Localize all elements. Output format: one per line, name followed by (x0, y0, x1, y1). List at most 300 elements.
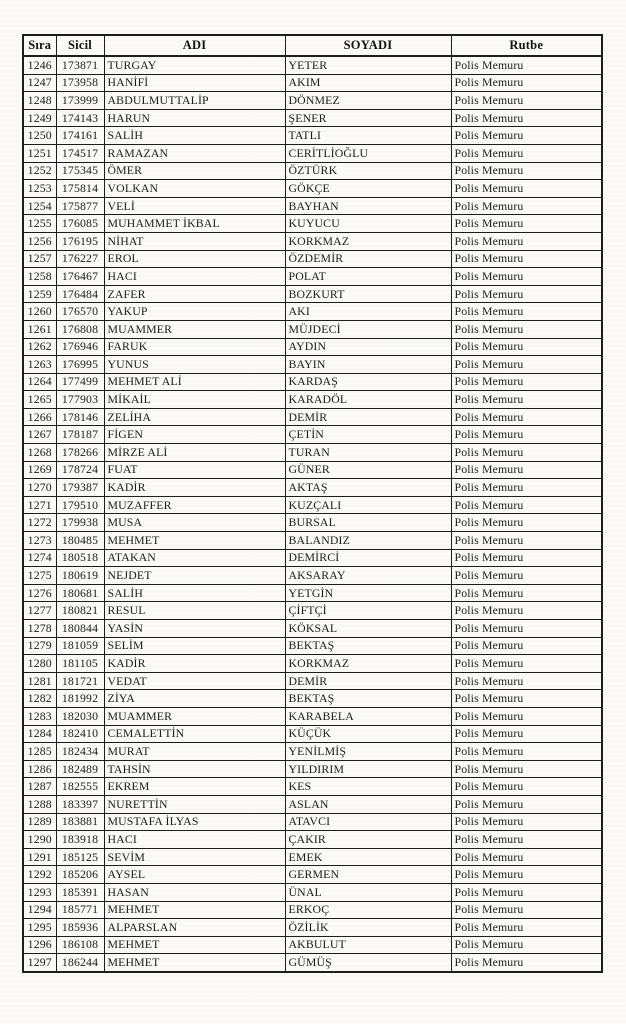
sira-cell: 1280 (23, 655, 56, 673)
sira-cell: 1271 (23, 496, 56, 514)
adi-cell: MUAMMER (104, 707, 285, 725)
column-header-rutbe: Rutbe (451, 35, 602, 56)
sicil-cell: 176484 (56, 285, 104, 303)
table-row (23, 778, 602, 796)
rutbe-cell: Polis Memuru (451, 549, 602, 567)
adi-cell: HANİFİ (104, 74, 285, 92)
soyadi-cell: AKSARAY (285, 567, 451, 585)
adi-cell: KADİR (104, 655, 285, 673)
sicil-cell: 179510 (56, 496, 104, 514)
table-row (23, 919, 602, 937)
soyadi-cell: ERKOÇ (285, 901, 451, 919)
soyadi-cell: YETGİN (285, 584, 451, 602)
table-row (23, 180, 602, 198)
sicil-cell: 178724 (56, 461, 104, 479)
soyadi-cell: BEKTAŞ (285, 690, 451, 708)
rutbe-cell: Polis Memuru (451, 936, 602, 954)
adi-cell: MİRZE ALİ (104, 444, 285, 462)
table-row (23, 672, 602, 690)
sira-cell: 1259 (23, 285, 56, 303)
table-row (23, 707, 602, 725)
table-row (23, 602, 602, 620)
sicil-cell: 176085 (56, 215, 104, 233)
rutbe-cell: Polis Memuru (451, 883, 602, 901)
sicil-cell: 175345 (56, 162, 104, 180)
sicil-cell: 180518 (56, 549, 104, 567)
sicil-cell: 176570 (56, 303, 104, 321)
soyadi-cell: POLAT (285, 268, 451, 286)
table-row (23, 162, 602, 180)
sicil-cell: 182434 (56, 743, 104, 761)
sicil-cell: 180485 (56, 532, 104, 550)
rutbe-cell: Polis Memuru (451, 584, 602, 602)
sicil-cell: 176467 (56, 268, 104, 286)
sicil-cell: 175877 (56, 197, 104, 215)
sira-cell: 1257 (23, 250, 56, 268)
sira-cell: 1273 (23, 532, 56, 550)
sira-cell: 1247 (23, 74, 56, 92)
soyadi-cell: GÜMÜŞ (285, 954, 451, 972)
column-header-soyadi: SOYADI (285, 35, 451, 56)
sira-cell: 1246 (23, 56, 56, 74)
soyadi-cell: ÇİFTÇİ (285, 602, 451, 620)
sicil-cell: 178266 (56, 444, 104, 462)
soyadi-cell: KÖKSAL (285, 620, 451, 638)
sicil-cell: 173958 (56, 74, 104, 92)
sicil-cell: 185206 (56, 866, 104, 884)
rutbe-cell: Polis Memuru (451, 56, 602, 74)
adi-cell: SELİM (104, 637, 285, 655)
sira-cell: 1265 (23, 391, 56, 409)
sira-cell: 1251 (23, 144, 56, 162)
sicil-cell: 179387 (56, 479, 104, 497)
sicil-cell: 176227 (56, 250, 104, 268)
soyadi-cell: DEMİR (285, 408, 451, 426)
soyadi-cell: AKIM (285, 74, 451, 92)
sicil-cell: 183918 (56, 831, 104, 849)
sira-cell: 1249 (23, 109, 56, 127)
sira-cell: 1258 (23, 268, 56, 286)
rutbe-cell: Polis Memuru (451, 356, 602, 374)
rutbe-cell: Polis Memuru (451, 760, 602, 778)
sicil-cell: 182030 (56, 707, 104, 725)
soyadi-cell: KARABELA (285, 707, 451, 725)
rutbe-cell: Polis Memuru (451, 461, 602, 479)
sira-cell: 1256 (23, 232, 56, 250)
adi-cell: MEHMET (104, 954, 285, 972)
table-row (23, 74, 602, 92)
sira-cell: 1288 (23, 795, 56, 813)
sicil-cell: 174517 (56, 144, 104, 162)
rutbe-cell: Polis Memuru (451, 303, 602, 321)
sira-cell: 1290 (23, 831, 56, 849)
table-row (23, 268, 602, 286)
adi-cell: MEHMET (104, 532, 285, 550)
table-row (23, 127, 602, 145)
rutbe-cell: Polis Memuru (451, 162, 602, 180)
adi-cell: YASİN (104, 620, 285, 638)
soyadi-cell: CERİTLİOĞLU (285, 144, 451, 162)
sira-cell: 1261 (23, 320, 56, 338)
sira-cell: 1297 (23, 954, 56, 972)
sira-cell: 1254 (23, 197, 56, 215)
table-row (23, 215, 602, 233)
adi-cell: NEJDET (104, 567, 285, 585)
sira-cell: 1285 (23, 743, 56, 761)
rutbe-cell: Polis Memuru (451, 532, 602, 550)
rutbe-cell: Polis Memuru (451, 602, 602, 620)
sira-cell: 1272 (23, 514, 56, 532)
sicil-cell: 177499 (56, 373, 104, 391)
table-row (23, 338, 602, 356)
rutbe-cell: Polis Memuru (451, 848, 602, 866)
table-row (23, 496, 602, 514)
sira-cell: 1296 (23, 936, 56, 954)
column-header-sicil: Sicil (56, 35, 104, 56)
soyadi-cell: AKTAŞ (285, 479, 451, 497)
table-row (23, 461, 602, 479)
table-row (23, 56, 602, 74)
table-row (23, 795, 602, 813)
rutbe-cell: Polis Memuru (451, 127, 602, 145)
rutbe-cell: Polis Memuru (451, 426, 602, 444)
sicil-cell: 185771 (56, 901, 104, 919)
soyadi-cell: AYDIN (285, 338, 451, 356)
sicil-cell: 183397 (56, 795, 104, 813)
sicil-cell: 186244 (56, 954, 104, 972)
table-row (23, 391, 602, 409)
table-row (23, 514, 602, 532)
soyadi-cell: BALANDIZ (285, 532, 451, 550)
soyadi-cell: DEMİRCİ (285, 549, 451, 567)
soyadi-cell: KUYUCU (285, 215, 451, 233)
table-row (23, 444, 602, 462)
adi-cell: VELİ (104, 197, 285, 215)
table-row (23, 725, 602, 743)
table-row (23, 408, 602, 426)
soyadi-cell: GÖKÇE (285, 180, 451, 198)
soyadi-cell: YENİLMİŞ (285, 743, 451, 761)
rutbe-cell: Polis Memuru (451, 391, 602, 409)
adi-cell: YUNUS (104, 356, 285, 374)
soyadi-cell: ASLAN (285, 795, 451, 813)
adi-cell: MURAT (104, 743, 285, 761)
rutbe-cell: Polis Memuru (451, 479, 602, 497)
soyadi-cell: BAYIN (285, 356, 451, 374)
adi-cell: MUZAFFER (104, 496, 285, 514)
sira-cell: 1279 (23, 637, 56, 655)
adi-cell: MUHAMMET İKBAL (104, 215, 285, 233)
rutbe-cell: Polis Memuru (451, 215, 602, 233)
table-row (23, 567, 602, 585)
soyadi-cell: ÖZDEMİR (285, 250, 451, 268)
sicil-cell: 176195 (56, 232, 104, 250)
sira-cell: 1270 (23, 479, 56, 497)
rutbe-cell: Polis Memuru (451, 180, 602, 198)
adi-cell: ZİYA (104, 690, 285, 708)
sira-cell: 1269 (23, 461, 56, 479)
rutbe-cell: Polis Memuru (451, 813, 602, 831)
rutbe-cell: Polis Memuru (451, 567, 602, 585)
sicil-cell: 182489 (56, 760, 104, 778)
adi-cell: HACI (104, 268, 285, 286)
sicil-cell: 174161 (56, 127, 104, 145)
sicil-cell: 185391 (56, 883, 104, 901)
adi-cell: AYSEL (104, 866, 285, 884)
soyadi-cell: KARDAŞ (285, 373, 451, 391)
sicil-cell: 177903 (56, 391, 104, 409)
sicil-cell: 180821 (56, 602, 104, 620)
sicil-cell: 173871 (56, 56, 104, 74)
adi-cell: ALPARSLAN (104, 919, 285, 937)
soyadi-cell: KUZÇALI (285, 496, 451, 514)
sicil-cell: 174143 (56, 109, 104, 127)
sira-cell: 1292 (23, 866, 56, 884)
rutbe-cell: Polis Memuru (451, 109, 602, 127)
sira-cell: 1250 (23, 127, 56, 145)
rutbe-cell: Polis Memuru (451, 496, 602, 514)
table-row (23, 303, 602, 321)
adi-cell: MEHMET (104, 901, 285, 919)
adi-cell: FİGEN (104, 426, 285, 444)
adi-cell: FUAT (104, 461, 285, 479)
sicil-cell: 178187 (56, 426, 104, 444)
sira-cell: 1255 (23, 215, 56, 233)
sicil-cell: 182555 (56, 778, 104, 796)
adi-cell: TAHSİN (104, 760, 285, 778)
adi-cell: MEHMET ALİ (104, 373, 285, 391)
sicil-cell: 185936 (56, 919, 104, 937)
soyadi-cell: ÜNAL (285, 883, 451, 901)
table-row (23, 883, 602, 901)
sicil-cell: 181059 (56, 637, 104, 655)
header-row (23, 35, 602, 56)
rutbe-cell: Polis Memuru (451, 92, 602, 110)
rutbe-cell: Polis Memuru (451, 707, 602, 725)
sira-cell: 1283 (23, 707, 56, 725)
rutbe-cell: Polis Memuru (451, 743, 602, 761)
rutbe-cell: Polis Memuru (451, 197, 602, 215)
personnel-table (22, 34, 603, 973)
sira-cell: 1268 (23, 444, 56, 462)
adi-cell: EKREM (104, 778, 285, 796)
sira-cell: 1287 (23, 778, 56, 796)
soyadi-cell: ATAVCI (285, 813, 451, 831)
soyadi-cell: YETER (285, 56, 451, 74)
sira-cell: 1277 (23, 602, 56, 620)
adi-cell: SALİH (104, 127, 285, 145)
column-header-adi: ADI (104, 35, 285, 56)
table-row (23, 866, 602, 884)
rutbe-cell: Polis Memuru (451, 725, 602, 743)
adi-cell: MUSA (104, 514, 285, 532)
rutbe-cell: Polis Memuru (451, 672, 602, 690)
table-row (23, 479, 602, 497)
adi-cell: VOLKAN (104, 180, 285, 198)
adi-cell: EROL (104, 250, 285, 268)
soyadi-cell: DÖNMEZ (285, 92, 451, 110)
soyadi-cell: TATLI (285, 127, 451, 145)
sira-cell: 1286 (23, 760, 56, 778)
table-row (23, 637, 602, 655)
sira-cell: 1248 (23, 92, 56, 110)
sira-cell: 1278 (23, 620, 56, 638)
sicil-cell: 178146 (56, 408, 104, 426)
rutbe-cell: Polis Memuru (451, 919, 602, 937)
rutbe-cell: Polis Memuru (451, 514, 602, 532)
adi-cell: CEMALETTİN (104, 725, 285, 743)
sicil-cell: 181105 (56, 655, 104, 673)
sira-cell: 1289 (23, 813, 56, 831)
table-row (23, 743, 602, 761)
sicil-cell: 175814 (56, 180, 104, 198)
soyadi-cell: KÜÇÜK (285, 725, 451, 743)
adi-cell: NURETTİN (104, 795, 285, 813)
sicil-cell: 176808 (56, 320, 104, 338)
table-row (23, 232, 602, 250)
table-row (23, 320, 602, 338)
adi-cell: ZELİHA (104, 408, 285, 426)
rutbe-cell: Polis Memuru (451, 144, 602, 162)
rutbe-cell: Polis Memuru (451, 620, 602, 638)
table-row (23, 848, 602, 866)
soyadi-cell: TURAN (285, 444, 451, 462)
table-row (23, 584, 602, 602)
adi-cell: RESUL (104, 602, 285, 620)
adi-cell: NİHAT (104, 232, 285, 250)
adi-cell: TURGAY (104, 56, 285, 74)
sicil-cell: 186108 (56, 936, 104, 954)
soyadi-cell: KES (285, 778, 451, 796)
adi-cell: ÖMER (104, 162, 285, 180)
rutbe-cell: Polis Memuru (451, 74, 602, 92)
soyadi-cell: KORKMAZ (285, 232, 451, 250)
table-row (23, 954, 602, 972)
sicil-cell: 176995 (56, 356, 104, 374)
sira-cell: 1276 (23, 584, 56, 602)
table-row (23, 144, 602, 162)
rutbe-cell: Polis Memuru (451, 338, 602, 356)
soyadi-cell: BAYHAN (285, 197, 451, 215)
table-row (23, 532, 602, 550)
soyadi-cell: ŞENER (285, 109, 451, 127)
rutbe-cell: Polis Memuru (451, 285, 602, 303)
table-row (23, 356, 602, 374)
sira-cell: 1253 (23, 180, 56, 198)
adi-cell: SEVİM (104, 848, 285, 866)
soyadi-cell: BEKTAŞ (285, 637, 451, 655)
sira-cell: 1275 (23, 567, 56, 585)
adi-cell: ATAKAN (104, 549, 285, 567)
sicil-cell: 181721 (56, 672, 104, 690)
sicil-cell: 180619 (56, 567, 104, 585)
sira-cell: 1263 (23, 356, 56, 374)
soyadi-cell: GERMEN (285, 866, 451, 884)
rutbe-cell: Polis Memuru (451, 954, 602, 972)
table-row (23, 109, 602, 127)
adi-cell: YAKUP (104, 303, 285, 321)
table-body (23, 56, 602, 972)
rutbe-cell: Polis Memuru (451, 655, 602, 673)
soyadi-cell: GÜNER (285, 461, 451, 479)
rutbe-cell: Polis Memuru (451, 373, 602, 391)
rutbe-cell: Polis Memuru (451, 637, 602, 655)
sicil-cell: 181992 (56, 690, 104, 708)
soyadi-cell: ÇETİN (285, 426, 451, 444)
soyadi-cell: BOZKURT (285, 285, 451, 303)
soyadi-cell: BURSAL (285, 514, 451, 532)
table-row (23, 813, 602, 831)
sira-cell: 1260 (23, 303, 56, 321)
table-row (23, 197, 602, 215)
rutbe-cell: Polis Memuru (451, 831, 602, 849)
sira-cell: 1274 (23, 549, 56, 567)
table-row (23, 690, 602, 708)
sira-cell: 1294 (23, 901, 56, 919)
document-sheet (22, 34, 603, 973)
table-row (23, 936, 602, 954)
sira-cell: 1262 (23, 338, 56, 356)
sicil-cell: 179938 (56, 514, 104, 532)
soyadi-cell: KARADÖL (285, 391, 451, 409)
soyadi-cell: AKI (285, 303, 451, 321)
sira-cell: 1266 (23, 408, 56, 426)
sira-cell: 1284 (23, 725, 56, 743)
adi-cell: SALİH (104, 584, 285, 602)
adi-cell: HACI (104, 831, 285, 849)
rutbe-cell: Polis Memuru (451, 408, 602, 426)
sicil-cell: 176946 (56, 338, 104, 356)
sira-cell: 1295 (23, 919, 56, 937)
sira-cell: 1252 (23, 162, 56, 180)
soyadi-cell: DEMİR (285, 672, 451, 690)
rutbe-cell: Polis Memuru (451, 444, 602, 462)
rutbe-cell: Polis Memuru (451, 232, 602, 250)
adi-cell: KADİR (104, 479, 285, 497)
soyadi-cell: EMEK (285, 848, 451, 866)
table-row (23, 549, 602, 567)
soyadi-cell: KORKMAZ (285, 655, 451, 673)
adi-cell: MİKAİL (104, 391, 285, 409)
table-row (23, 760, 602, 778)
sira-cell: 1267 (23, 426, 56, 444)
table-row (23, 620, 602, 638)
sicil-cell: 180681 (56, 584, 104, 602)
adi-cell: HARUN (104, 109, 285, 127)
rutbe-cell: Polis Memuru (451, 778, 602, 796)
table-row (23, 250, 602, 268)
rutbe-cell: Polis Memuru (451, 250, 602, 268)
rutbe-cell: Polis Memuru (451, 690, 602, 708)
rutbe-cell: Polis Memuru (451, 320, 602, 338)
soyadi-cell: MÜJDECİ (285, 320, 451, 338)
column-header-sira: Sıra (23, 35, 56, 56)
soyadi-cell: ÇAKIR (285, 831, 451, 849)
rutbe-cell: Polis Memuru (451, 268, 602, 286)
adi-cell: MEHMET (104, 936, 285, 954)
sicil-cell: 183881 (56, 813, 104, 831)
table-row (23, 373, 602, 391)
table-row (23, 655, 602, 673)
adi-cell: ZAFER (104, 285, 285, 303)
sira-cell: 1291 (23, 848, 56, 866)
table-row (23, 92, 602, 110)
table-row (23, 285, 602, 303)
sira-cell: 1264 (23, 373, 56, 391)
sicil-cell: 173999 (56, 92, 104, 110)
table-row (23, 901, 602, 919)
rutbe-cell: Polis Memuru (451, 795, 602, 813)
